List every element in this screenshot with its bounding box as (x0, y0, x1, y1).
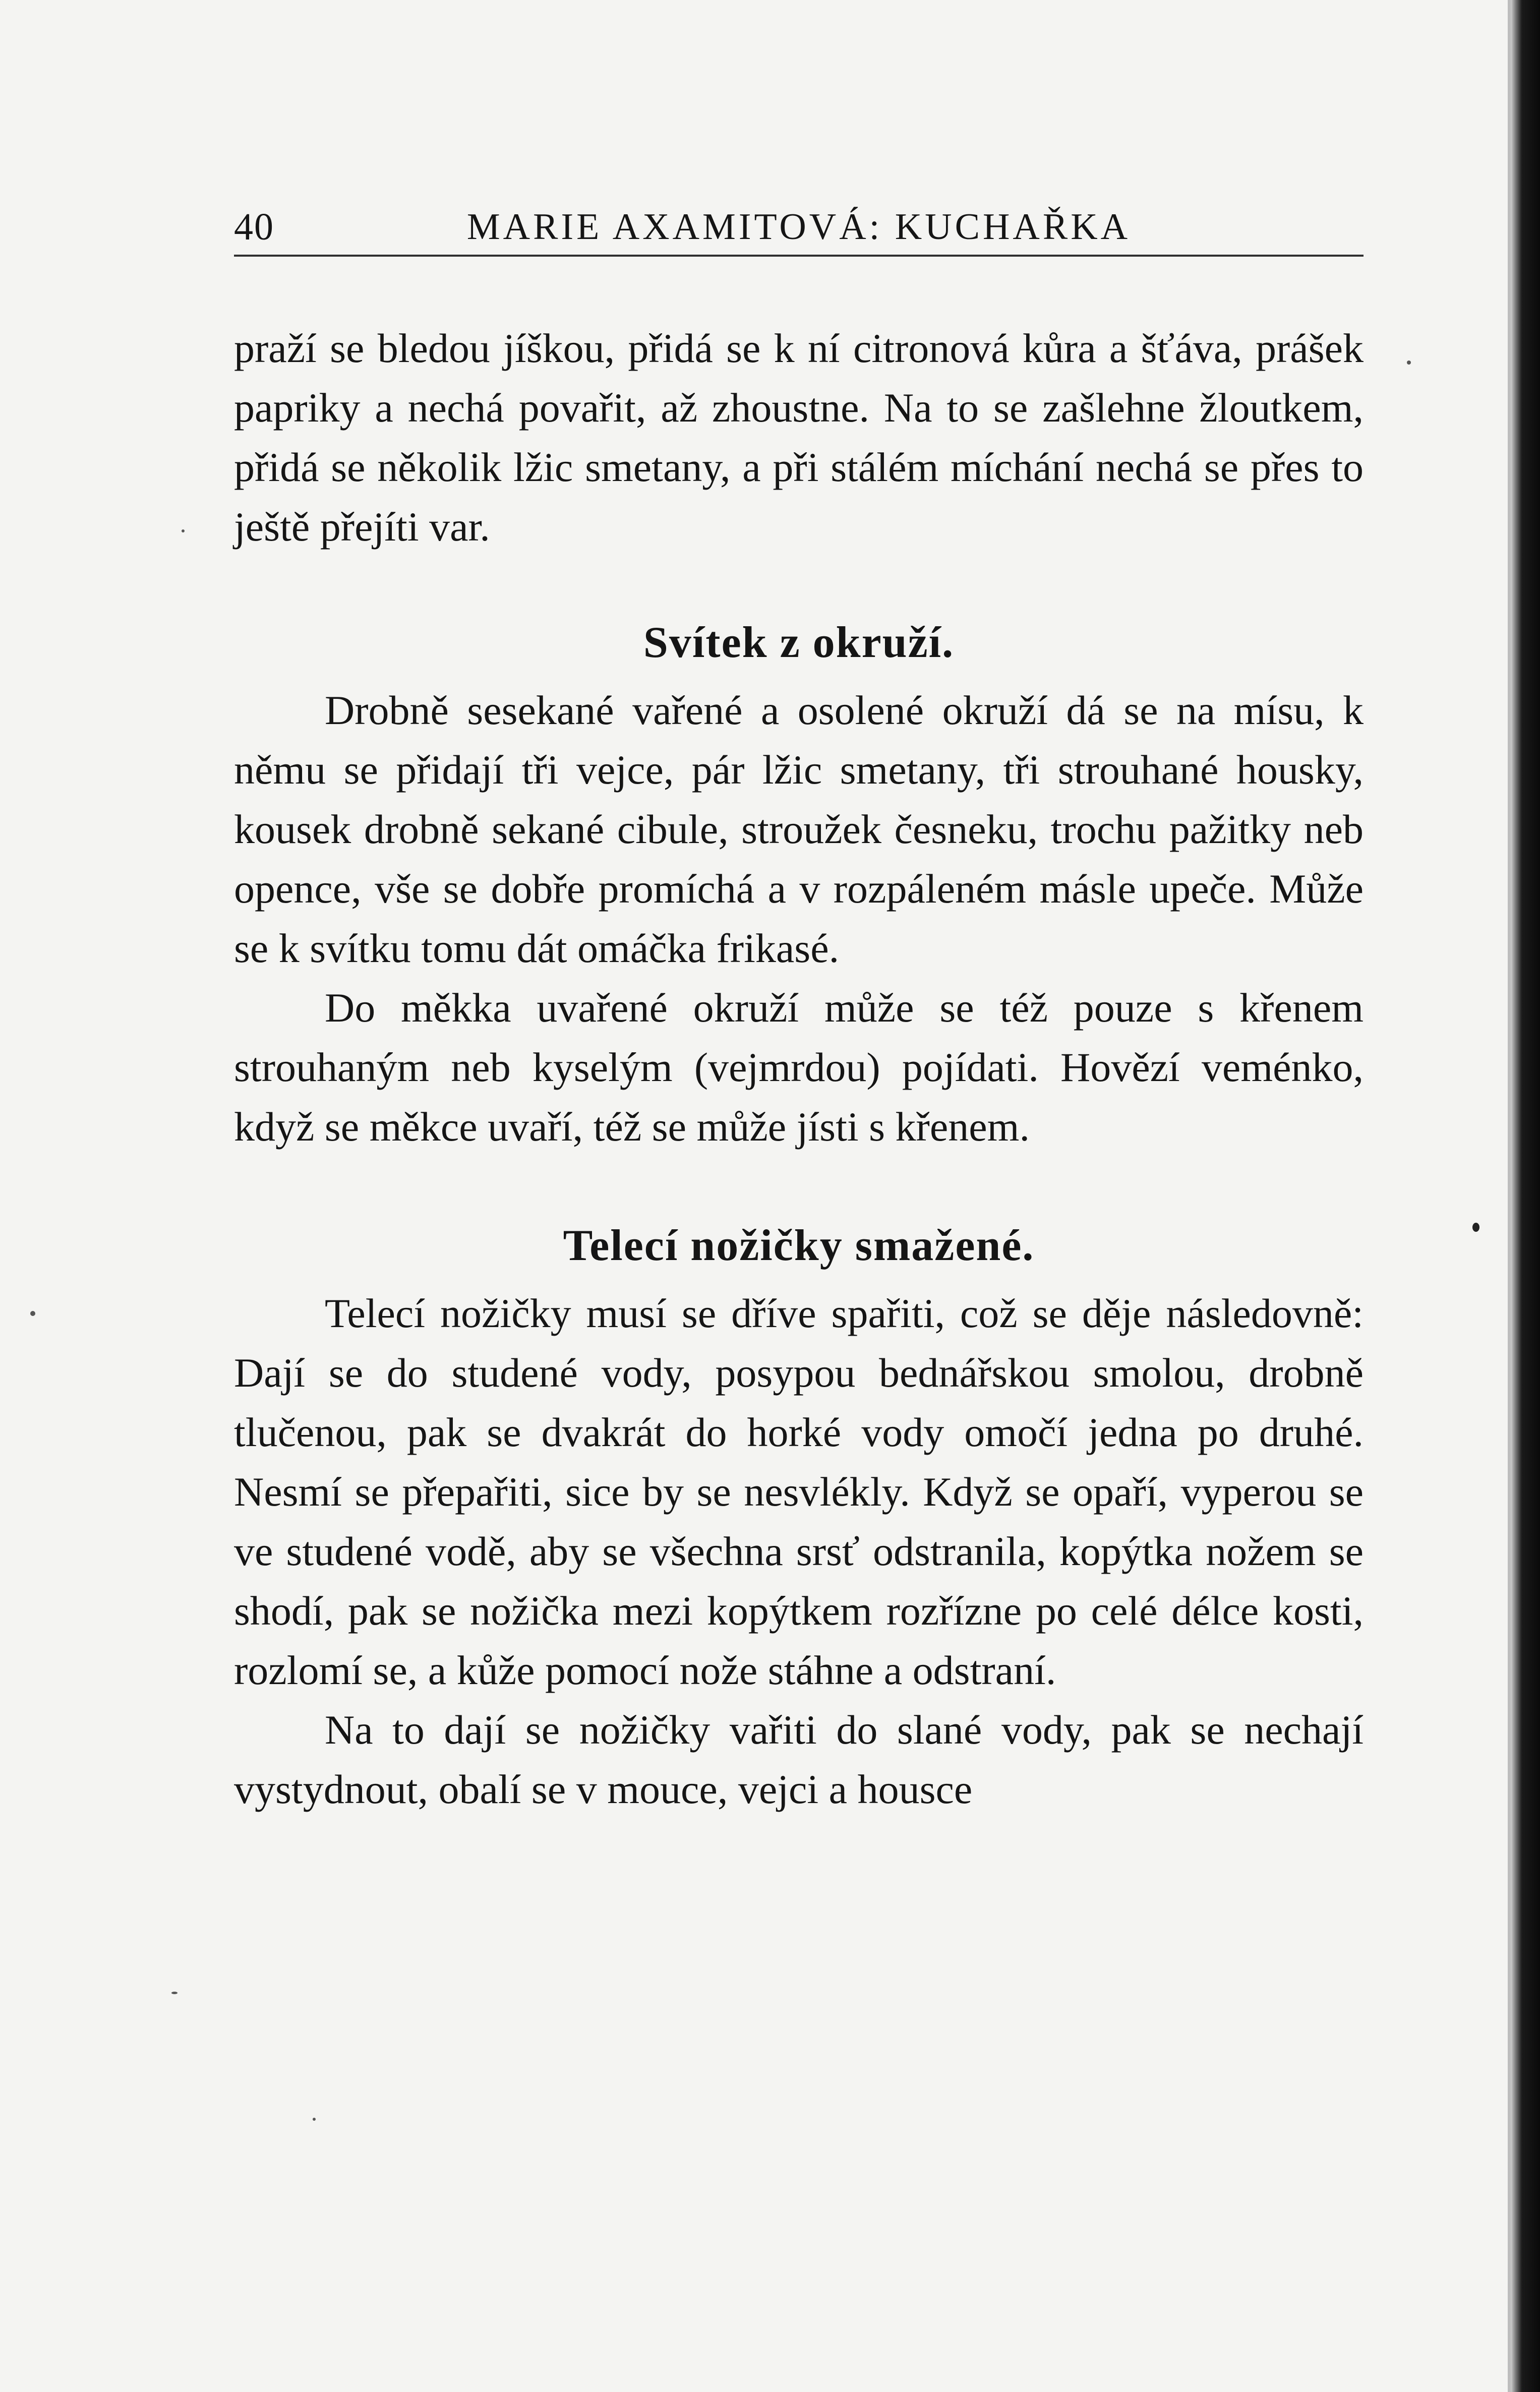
scan-speck (182, 529, 185, 532)
section-heading-nozicky: Telecí nožičky smažené. (563, 1221, 1035, 1270)
intro-paragraph: praží se bledou jíškou, přidá se k ní citronová kůra a šťáva, prášek papriky a nechá povařit, až zhoustne. Na to se zašlehne žloutkem, přidá se několik lžic smetany, a při stálém míchání nechá se přes to ještě přejíti var. (234, 325, 1364, 550)
page-body (234, 319, 1364, 1819)
scan-speck (30, 1311, 35, 1316)
nozicky-paragraph-1: Telecí nožičky musí se dříve spařiti, což se děje následovně: Dají se do studené vody, posypou bednářskou smolou, drobně tlučenou, pak se dvakrát do horké vody omočí jedna po druhé. Nesmí se přepařiti, sice by se nesvlékly. Když se opaří, vyperou se ve studené vodě, aby se všechna srsť odstranila, kopýtka nožem se shodí, pak se nožička mezi kopýtkem rozřízne po celé délce kosti, rozlomí se, a kůže pomocí nože stáhne a odstraní. (234, 1290, 1364, 1693)
nozicky-paragraph-2: Na to dají se nožičky vařiti do slané vody, pak se nechají vystydnout, obalí se v mouce, vejci a housce (234, 1707, 1364, 1812)
page-header (234, 204, 1364, 250)
running-title: MARIE AXAMITOVÁ: KUCHAŘKA (466, 206, 1131, 248)
header-rule (234, 255, 1364, 257)
book-binding-edge (1511, 0, 1540, 2392)
scan-speck (1407, 361, 1411, 365)
scan-speck (1472, 1223, 1479, 1232)
section-heading-svitek: Svítek z okruží. (643, 618, 955, 667)
svitek-paragraph-2: Do měkka uvařené okruží může se též pouze s křenem strouhaným neb kyselým (vejmrdou) pojídati. Hovězí veménko, když se měkce uvaří, též se může jísti s křenem. (234, 985, 1364, 1150)
scan-speck (171, 1992, 177, 1994)
page-number: 40 (234, 206, 274, 248)
svitek-paragraph-1: Drobně sesekané vařené a osolené okruží dá se na mísu, k němu se přidají tři vejce, pár lžic smetany, tři strouhané housky, kousek drobně sekané cibule, stroužek česneku, trochu pažitky neb opence, vše se dobře promíchá a v rozpáleném másle upeče. Může se k svítku tomu dát omáčka frikasé. (234, 687, 1364, 971)
scan-speck (313, 2118, 316, 2121)
